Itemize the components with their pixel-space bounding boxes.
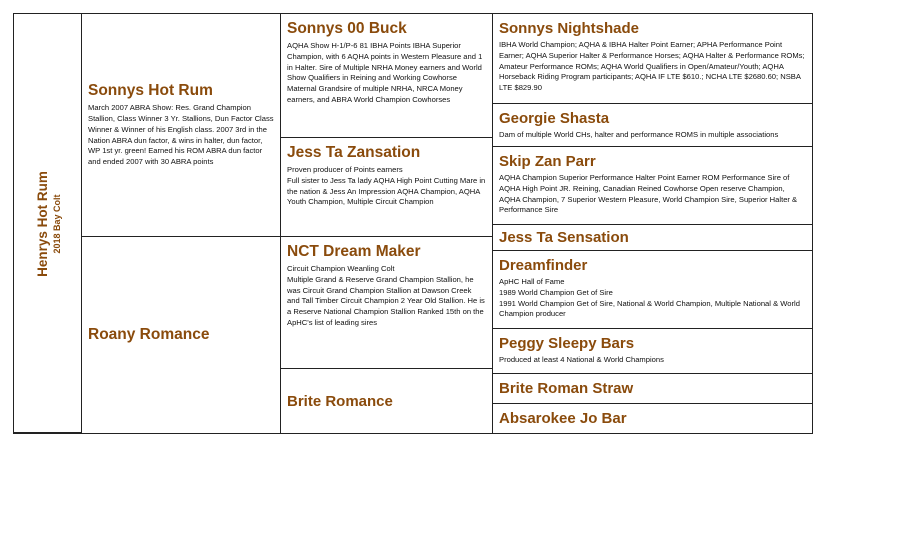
- sire-dam-cell: [281, 138, 493, 237]
- ggp-name: Skip Zan Parr: [499, 153, 596, 170]
- dam-sire-description-line: Circuit Champion Weanling Colt: [287, 264, 395, 273]
- ggp-name: Jess Ta Sensation: [499, 229, 629, 246]
- subject-description: 2018 Bay Colt: [51, 194, 62, 254]
- subject-name: Henrys Hot Rum: [34, 171, 50, 277]
- ggp-name: Sonnys Nightshade: [499, 20, 640, 37]
- sire-sire-name: Sonnys 00 Buck: [287, 20, 407, 37]
- ggp-name: Peggy Sleepy Bars: [499, 335, 635, 352]
- ggp-cell-5: [493, 251, 812, 329]
- sire-sire-description: AQHA Show H-1/P-6 81 IBHA Points IBHA Superior Champion, with 6 AQHA points in Western Pleasure and 1 in Halter. Sire of Multiple NRHA Money earners and World Show Qualifiers in Reining and Working Cowhorse Maternal Grandsire of multiple NRHA, NRCA Money earners, and ABRA World Champion Cowhorses: [287, 41, 483, 104]
- subject-cell: [14, 14, 82, 433]
- ggp-cell-8: [493, 404, 812, 433]
- sire-name: Sonnys Hot Rum: [88, 82, 213, 100]
- dam-sire-cell: [281, 237, 493, 369]
- ggp-cell-2: [493, 104, 812, 147]
- ggp-description-line: ApHC Hall of Fame: [499, 277, 565, 286]
- dam-dam-name: Brite Romance: [287, 392, 393, 410]
- ggp-description-line: 1991 World Champion Get of Sire, National & World Champion, Multiple National & World Champion producer: [499, 298, 800, 319]
- dam-dam-cell: [281, 369, 493, 433]
- ggp-cell-1: [493, 14, 812, 104]
- ggp-name: Georgie Shasta: [499, 110, 610, 127]
- dam-name: Roany Romance: [88, 326, 210, 343]
- ggp-name: Absarokee Jo Bar: [499, 410, 627, 427]
- dam-sire-name: NCT Dream Maker: [287, 243, 421, 260]
- ggp-description-line: 1989 World Champion Get of Sire: [499, 287, 613, 297]
- ggp-cell-7: [493, 374, 812, 404]
- sire-dam-description-line: Proven producer of Points earners: [287, 165, 403, 174]
- sire-cell: [82, 14, 281, 237]
- dam-cell: [82, 237, 281, 433]
- ggp-description: IBHA World Champion; AQHA & IBHA Halter Point Earner; APHA Performance Point Earner; AQHA Superior Halter & Performance Horses; AQHA Halter & Performance ROMs; Amateur Performance ROMs; AQHA World Qualifiers in Open/Amateur/Youth; AQHA Horseback Riding Program participants; AQHA IF LTE $610.; NCHA LTE $2680.60; NSBA LTE $829.90: [499, 40, 805, 93]
- dam-sire-description-line: Multiple Grand & Reserve Grand Champion Stallion, he was Circuit Grand Champion Stallion at Dawson Creek and Tall Timber Circuit Champion 2 Year Old Stallion. He is a Reserve National Champion Stallion Ranked 15th on the ApHC's list of leading sires: [287, 274, 485, 327]
- ggp-cell-4: [493, 225, 812, 251]
- ggp-cell-6: [493, 329, 812, 374]
- pedigree-chart: [13, 13, 813, 434]
- sire-sire-cell: [281, 14, 493, 138]
- subject-label-rotated: [18, 94, 78, 354]
- ggp-description: AQHA Champion Superior Performance Halter Point Earner ROM Performance Sire of AQHA High Point JR. Reining, Canadian Reined Cowhorse Open reserve Champion, AQHA Champion, 7 Superior Western Pleasure, World Champion Sire, Superior Halter & Performance Sire: [499, 173, 798, 215]
- sire-dam-description-line: Full sister to Jess Ta lady AQHA High Point Cutting Mare in the nation & Jess An Impression AQHA Champion, AQHA Youth Champion, Multiple Circuit Champion: [287, 175, 486, 207]
- ggp-description: Dam of multiple World CHs, halter and performance ROMS in multiple associations: [499, 130, 779, 139]
- ggp-description: Produced at least 4 National & World Champions: [499, 355, 664, 364]
- ggp-name: Brite Roman Straw: [499, 380, 634, 397]
- ggp-name: Dreamfinder: [499, 257, 588, 274]
- sire-dam-name: Jess Ta Zansation: [287, 144, 421, 161]
- ggp-cell-3: [493, 147, 812, 225]
- sire-description: March 2007 ABRA Show: Res. Grand Champion Stallion, Class Winner 3 Yr. Stallions, Dun Factor Class Winner & Winner of his English class. 2007 3rd in the Nation ABRA dun factor, & wins in halter, dun factor, WP 1st yr. green! Earned his ROM ABRA dun factor and ended 2007 with 30 ABRA points: [88, 103, 274, 167]
